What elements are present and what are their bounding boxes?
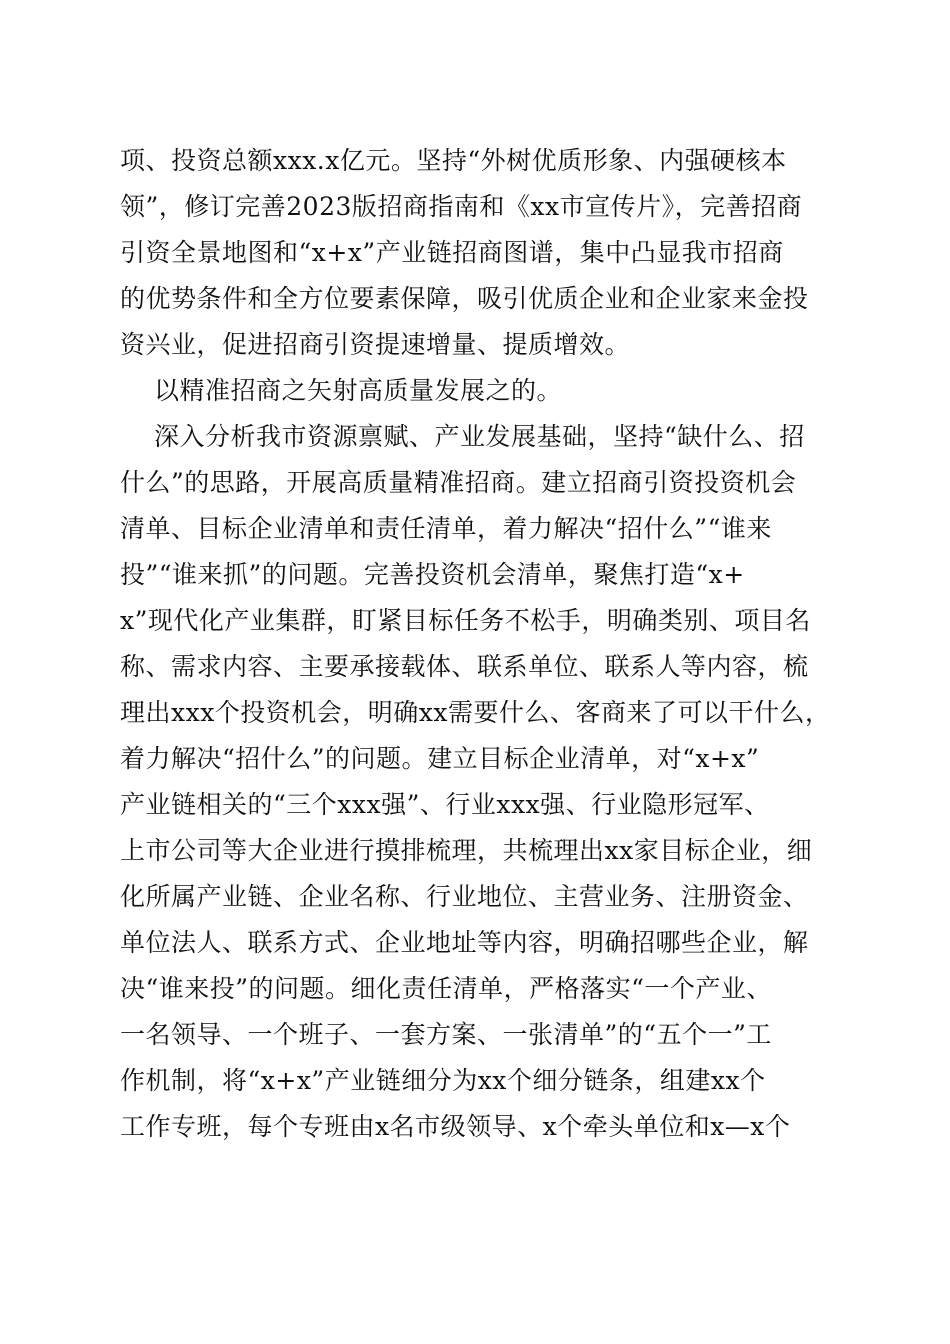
- paragraph-first-line: 深入分析我市资源禀赋、产业发展基础，坚持“缺什么、招: [154, 422, 805, 451]
- text-line: 产业链相关的“三个xxx强”、行业xxx强、行业隐形冠军、: [120, 790, 770, 819]
- text-line: 清单、目标企业清单和责任清单，着力解决“招什么”“谁来: [120, 514, 772, 543]
- text-line: 项、投资总额xxx.x亿元。坚持“外树优质形象、内强硬核本: [120, 146, 787, 175]
- text-line: 称、需求内容、主要承接载体、联系单位、联系人等内容，梳: [120, 652, 809, 681]
- text-line: 投”“谁来抓”的问题。完善投资机会清单，聚焦打造“x+: [120, 560, 745, 589]
- text-line: 着力解决“招什么”的问题。建立目标企业清单，对“x+x”: [120, 744, 760, 773]
- text-line: 一名领导、一个班子、一套方案、一张清单”的“五个一”工: [120, 1020, 772, 1049]
- text-line: 工作专班，每个专班由x名市级领导、x个牵头单位和x—x个: [120, 1112, 791, 1141]
- text-line: 单位法人、联系方式、企业地址等内容，明确招哪些企业，解: [120, 928, 809, 957]
- text-line: x”现代化产业集群，盯紧目标任务不松手，明确类别、项目名: [120, 606, 811, 635]
- text-line: 资兴业，促进招商引资提速增量、提质增效。: [120, 330, 631, 359]
- text-line: 上市公司等大企业进行摸排梳理，共梳理出xx家目标企业，细: [120, 836, 813, 865]
- text-line: 理出xxx个投资机会，明确xx需要什么、客商来了可以干什么，: [120, 698, 831, 727]
- section-heading: 以精准招商之矢射高质量发展之的。: [154, 376, 563, 405]
- text-line: 引资全景地图和“x+x”产业链招商图谱，集中凸显我市招商: [120, 238, 784, 267]
- body-text: [120, 138, 840, 1150]
- text-line: 作机制，将“x+x”产业链细分为xx个细分链条，组建xx个: [120, 1066, 766, 1095]
- text-line: 领”，修订完善2023版招商指南和《xx市宣传片》，完善招商: [120, 192, 803, 221]
- text-line: 的优势条件和全方位要素保障，吸引优质企业和企业家来金投: [120, 284, 809, 313]
- text-line: 化所属产业链、企业名称、行业地位、主营业务、注册资金、: [120, 882, 809, 911]
- text-line: 什么”的思路，开展高质量精准招商。建立招商引资投资机会: [120, 468, 797, 497]
- text-line: 决“谁来投”的问题。细化责任清单，严格落实“一个产业、: [120, 974, 772, 1003]
